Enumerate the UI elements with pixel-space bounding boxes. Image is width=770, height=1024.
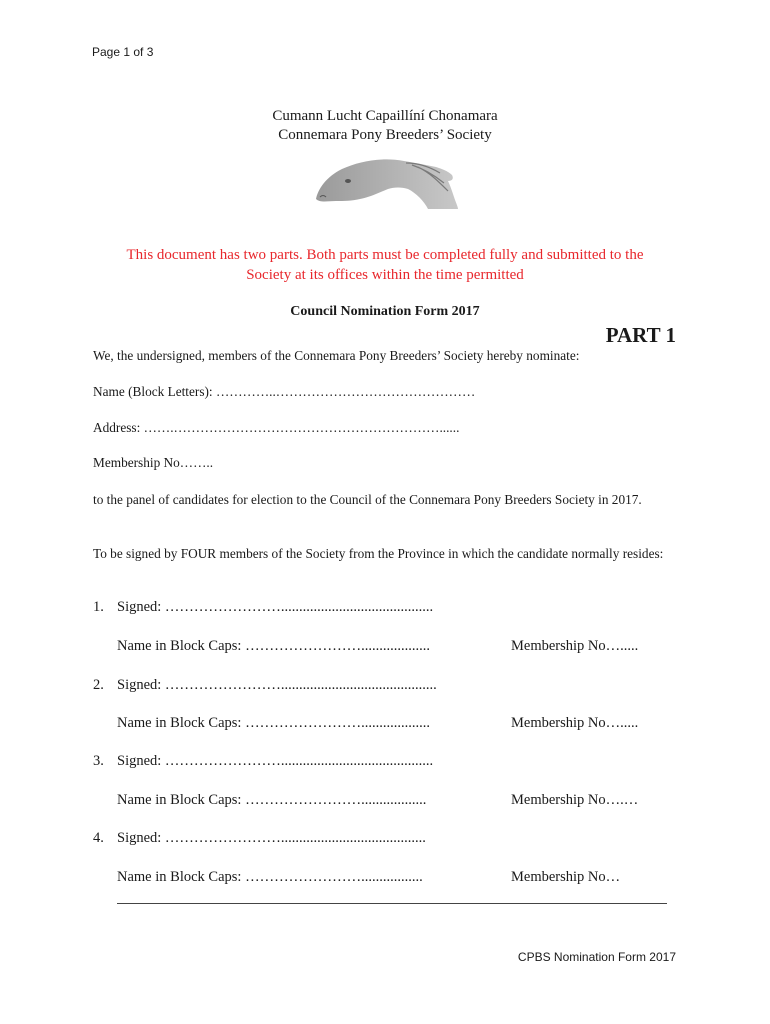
signatory-number: 1.: [93, 599, 104, 615]
page-number: Page 1 of 3: [92, 45, 154, 59]
address-field[interactable]: Address: …….……………………………………………………......: [93, 420, 460, 435]
part-heading: PART 1: [605, 323, 676, 347]
signing-instruction: To be signed by FOUR members of the Society from the Province in which the candidate normally resides:: [93, 546, 664, 561]
name-caps-field[interactable]: Name in Block Caps: ……………………...................: [117, 638, 430, 654]
signed-field[interactable]: Signed: ……………………........................................: [117, 830, 426, 846]
horse-head-icon: [312, 155, 460, 211]
membership-no-field[interactable]: Membership No….…: [511, 792, 639, 808]
footer-text: CPBS Nomination Form 2017: [517, 950, 676, 964]
membership-no-field[interactable]: Membership No….....: [511, 715, 639, 731]
name-caps-field[interactable]: Name in Block Caps: ……………………..................: [117, 792, 427, 808]
form-title: Council Nomination Form 2017: [290, 304, 480, 319]
signatory-number: 3.: [93, 753, 104, 769]
signed-field[interactable]: Signed: ……………………..........................................: [117, 753, 434, 769]
membership-no-field[interactable]: Membership No…: [511, 869, 621, 885]
horizontal-rule: [117, 903, 667, 904]
signatory-number: 4.: [93, 830, 104, 846]
name-caps-field[interactable]: Name in Block Caps: ……………………...................: [117, 715, 430, 731]
membership-field[interactable]: Membership No……..: [93, 455, 214, 470]
intro-text: We, the undersigned, members of the Connemara Pony Breeders’ Society hereby nominate:: [93, 348, 580, 363]
society-name-irish: Cumann Lucht Capaillíní Chonamara: [272, 108, 498, 124]
signed-field[interactable]: Signed: ……………………..........................................: [117, 599, 434, 615]
notice-line-1: This document has two parts. Both parts must be completed fully and submitted to the: [126, 247, 644, 263]
notice-line-2: Society at its offices within the time permitted: [246, 267, 524, 283]
panel-text: to the panel of candidates for election to the Council of the Connemara Pony Breeders Society in 2017.: [93, 492, 642, 507]
name-field[interactable]: Name (Block Letters): …………..………………………………………: [93, 384, 476, 399]
membership-no-field[interactable]: Membership No….....: [511, 638, 639, 654]
society-name-english: Connemara Pony Breeders’ Society: [278, 127, 492, 143]
notice: [110, 245, 660, 285]
signatory-number: 2.: [93, 677, 104, 693]
name-caps-field[interactable]: Name in Block Caps: …………………….................: [117, 869, 423, 885]
signed-field[interactable]: Signed: ……………………...........................................: [117, 677, 437, 693]
